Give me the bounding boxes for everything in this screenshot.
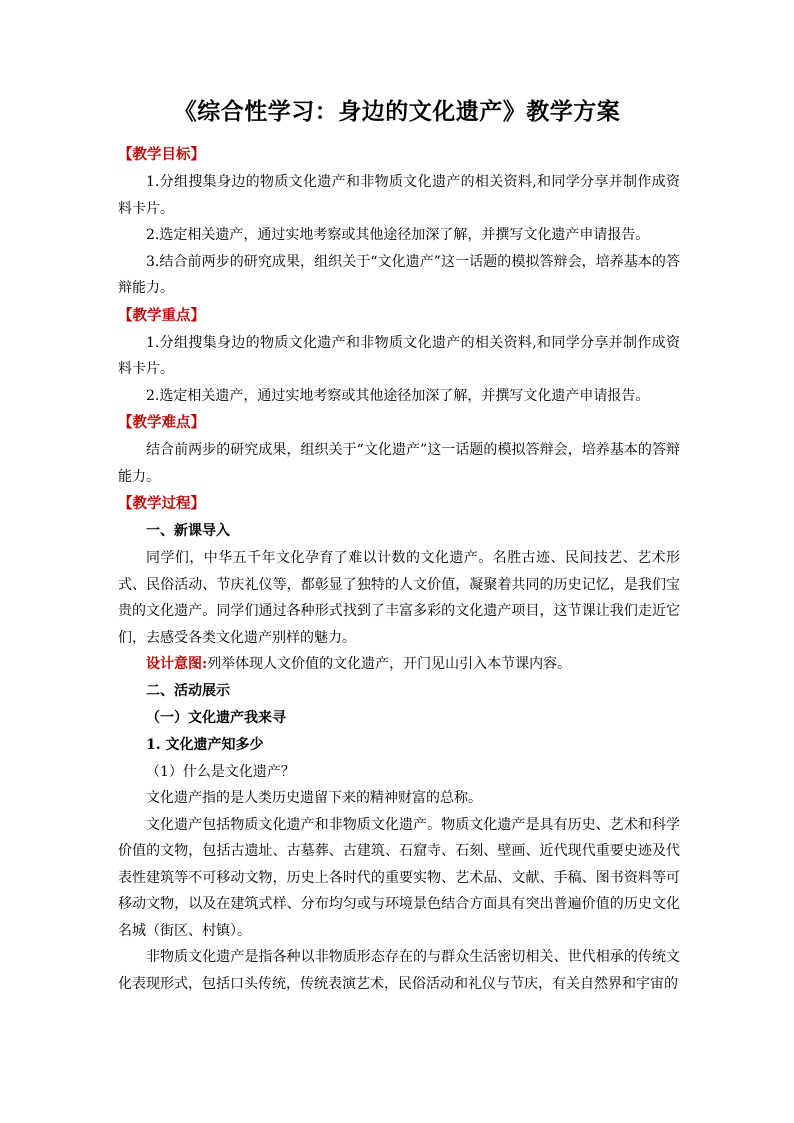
process-part2-sub2: 1. 文化遗产知多少 xyxy=(146,736,264,753)
design-intent-label: 设计意图: xyxy=(146,656,208,672)
page-title: 《综合性学习：身边的文化遗产》教学方案 xyxy=(173,98,621,125)
goal-item-2: 2.选定相关遗产，通过实地考察或其他途径加深了解，并撰写文化遗产申请报告。 xyxy=(146,227,650,243)
goal-item-1: 1.分组搜集身边的物质文化遗产和非物质文化遗产的相关资料,和同学分享并制作成资料卡片。 xyxy=(118,174,680,217)
process-part1-title: 一、新课导入 xyxy=(146,523,230,539)
difficulty-text: 结合前两步的研究成果，组织关于“文化遗产”这一话题的模拟答辩会，培养基本的答辩能力。 xyxy=(118,442,680,485)
keypoint-item-2: 2.选定相关遗产，通过实地考察或其他途径加深了解，并撰写文化遗产申请报告。 xyxy=(146,387,650,404)
section-heading-goals: 【教学目标】 xyxy=(118,146,205,163)
process-part2-title: 二、活动展示 xyxy=(146,682,230,699)
keypoint-item-1: 1.分组搜集身边的物质文化遗产和非物质文化遗产的相关资料,和同学分享并制作成资料卡片。 xyxy=(118,334,680,377)
goal-item-3: 3.结合前两步的研究成果，组织关于“文化遗产”这一话题的模拟答辩会，培养基本的答辩能力。 xyxy=(118,253,680,296)
section-heading-keypoints: 【教学重点】 xyxy=(118,306,205,324)
document-body xyxy=(118,141,680,997)
section-heading-process: 【教学过程】 xyxy=(118,495,205,512)
design-intent-text: 列举体现人文价值的文化遗产，开门见山引入本节课内容。 xyxy=(207,656,572,672)
intangible-heritage-description: 非物质文化遗产是指各种以非物质形态存在的与群众生活密切相关、世代相承的传统文化表现形式，包括口头传统，传统表演艺术，民俗活动和礼仪与节庆，有关自然界和宇宙的 xyxy=(118,949,680,992)
process-part2-sub1: （一）文化遗产我来寻 xyxy=(146,709,286,726)
design-intent xyxy=(118,651,680,678)
material-heritage-description: 文化遗产包括物质文化遗产和非物质文化遗产。物质文化遗产是具有历史、艺术和科学价值的文物，包括古遗址、古墓葬、古建筑、石窟寺、石刻、壁画、近代现代重要史迹及代表性建筑等不可移动文物，历史上各时代的重要实物、艺术品、文献、手稿、图书资料等可移动文物，以及在建筑式样、分布均匀或与环境景色结合方面具有突出普遍价值的历史文化名城（街区、村镇）。 xyxy=(118,816,680,939)
heritage-definition: 文化遗产指的是人类历史遗留下来的精神财富的总称。 xyxy=(146,790,482,806)
section-heading-difficulties: 【教学难点】 xyxy=(118,414,205,431)
process-part2-question1: （1）什么是文化遗产？ xyxy=(146,763,295,780)
process-part1-text: 同学们，中华五千年文化孕育了难以计数的文化遗产。名胜古迹、民间技艺、艺术形式、民俗活动、节庆礼仪等，都彰显了独特的人文价值，凝聚着共同的历史记忆，是我们宝贵的文化遗产。同学们通过各种形式找到了丰富多彩的文化遗产项目，这节课让我们走近它们，去感受各类文化遗产别样的魅力。 xyxy=(118,550,680,646)
